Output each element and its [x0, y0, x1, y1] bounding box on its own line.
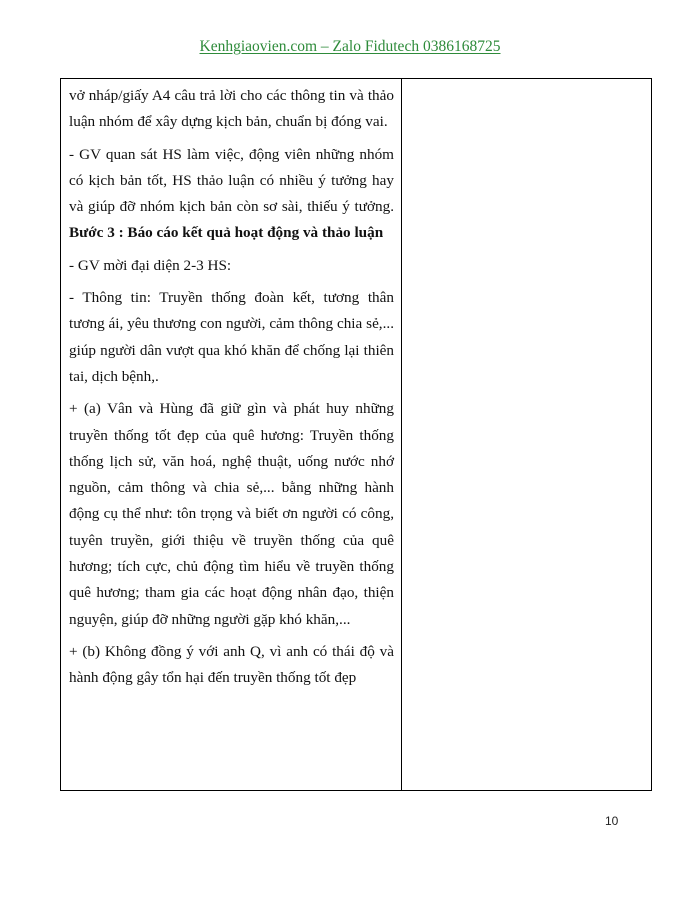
lesson-table: [60, 78, 652, 791]
page-number: 10: [605, 814, 619, 828]
teacher-activity-cell: [69, 83, 394, 698]
paragraph-5: + (a) Vân và Hùng đã giữ gìn và phát huy những truyền thống tốt đẹp của quê hương: Truyền thống thống lịch sử, văn hoá, nghệ thuật, uống nước nhớ nguồn, cảm thông và chia sẻ,... bằng những hành động cụ thể như: tôn trọng và biết ơn người có công, tuyên truyền, giới thiệu về truyền thống của quê hương; tích cực, chủ động tìm hiểu về truyền thống quê hương; tham gia các hoạt động nhân đạo, thiện nguyện, giúp đỡ những người gặp khó khăn,...: [69, 400, 394, 628]
column-divider: [401, 79, 402, 790]
page-header: [0, 38, 700, 56]
paragraph-2: [69, 142, 394, 247]
paragraph-6: + (b) Không đồng ý với anh Q, vì anh có thái độ và hành động gây tổn hại đến truyền thống tốt đẹp: [69, 642, 394, 687]
paragraph-1: vở nháp/giấy A4 câu trả lời cho các thông tin và thảo luận nhóm để xây dựng kịch bản, chuẩn bị đóng vai.: [69, 87, 394, 131]
step-3-heading: Bước 3 : Báo cáo kết quả hoạt động và thảo luận: [69, 224, 384, 242]
paragraph-4: - Thông tin: Truyền thống đoàn kết, tương thân tương ái, yêu thương con người, cảm thông chia sẻ,... giúp người dân vượt qua khó khăn để chống lại thiên tai, dịch bệnh,.: [69, 289, 394, 385]
paragraph-2-text: - GV quan sát HS làm việc, động viên những nhóm có kịch bản tốt, HS thảo luận có nhiều ý tưởng hay và giúp đỡ nhóm kịch bản còn sơ sài, thiếu ý tưởng.: [69, 145, 394, 216]
paragraph-3: - GV mời đại diện 2-3 HS:: [69, 256, 232, 274]
header-site-link[interactable]: Kenhgiaovien.com – Zalo Fidutech 0386168725: [199, 38, 501, 55]
